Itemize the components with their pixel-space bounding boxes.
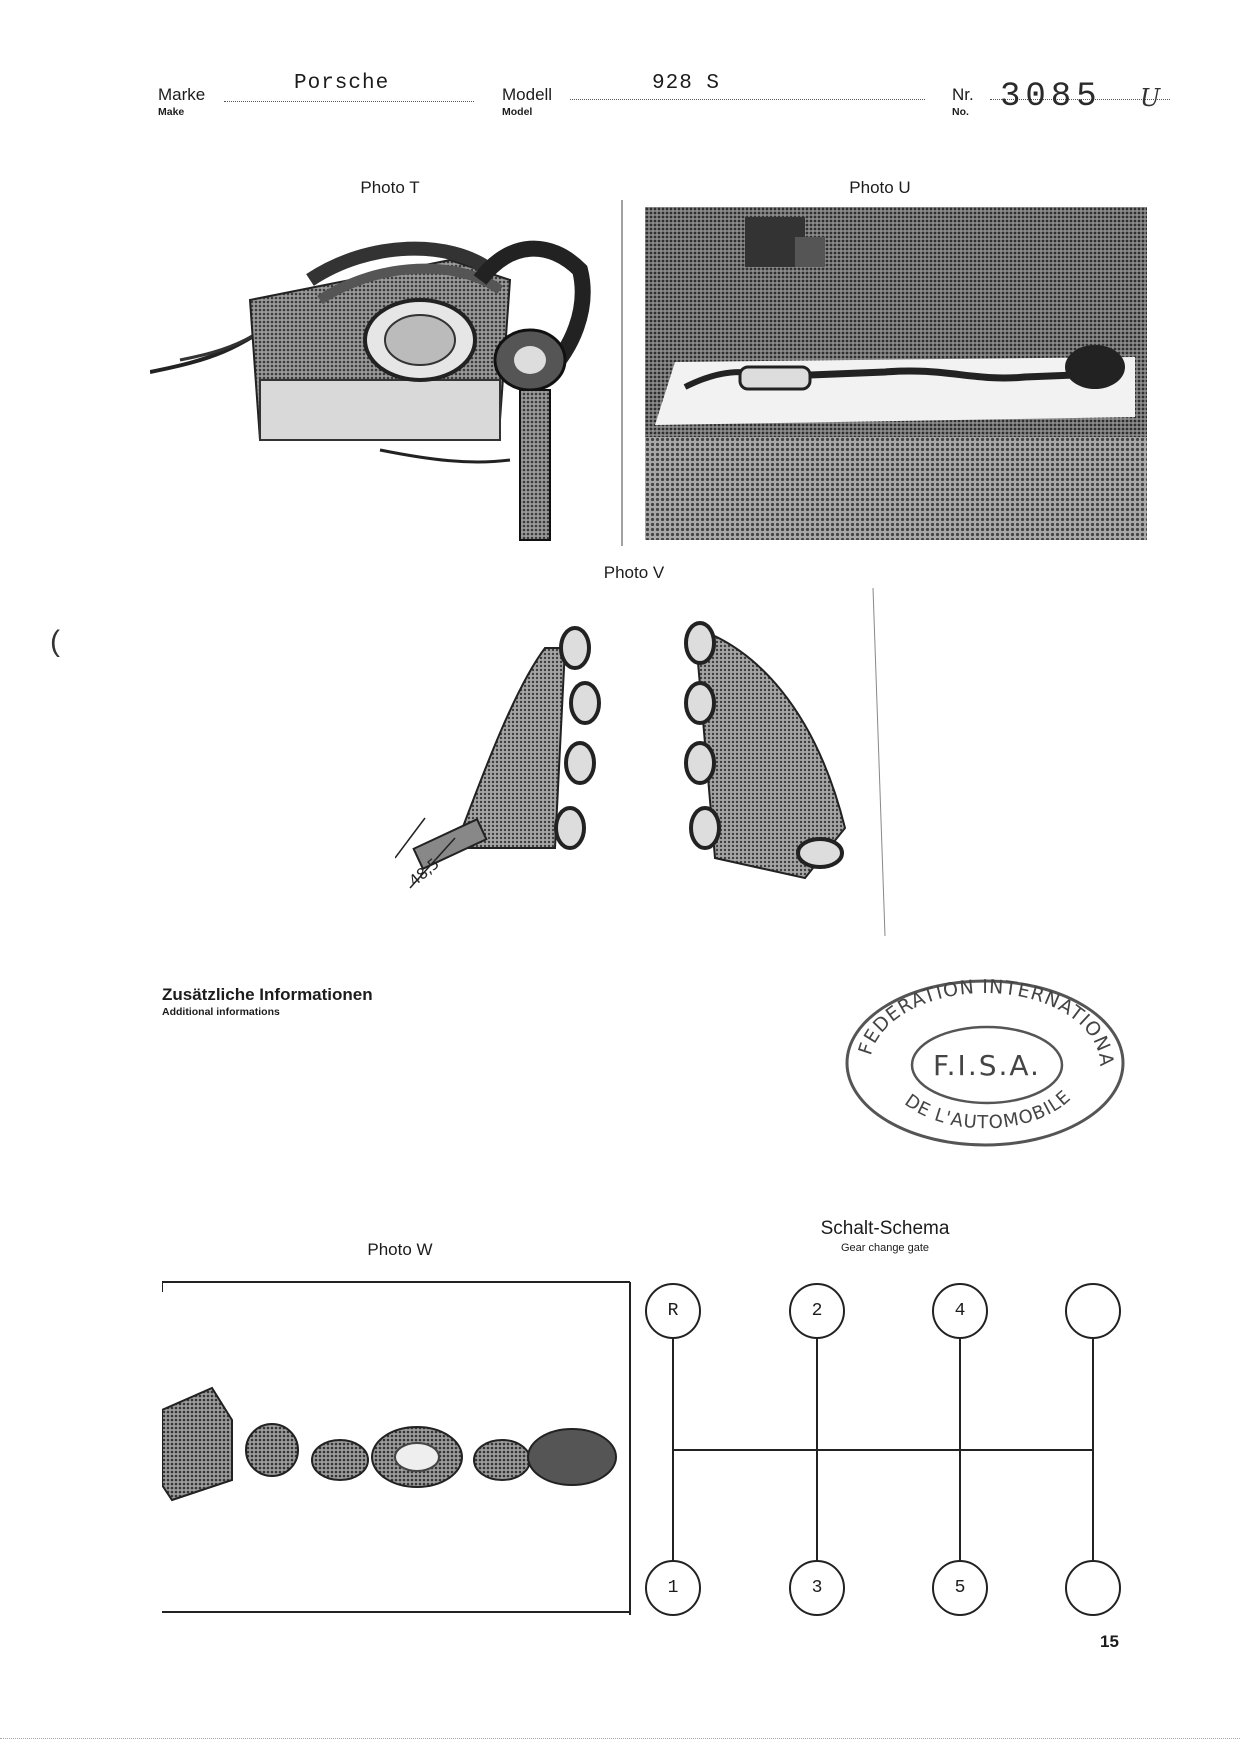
nr-label-en: No. — [952, 106, 969, 118]
gear-position-3: 3 — [789, 1560, 845, 1616]
scan-mark: ( — [50, 625, 60, 658]
gear-position-bottom-empty — [1065, 1560, 1121, 1616]
page-number: 15 — [1100, 1632, 1119, 1651]
additional-info-subtitle: Additional informations — [162, 1006, 280, 1018]
photo-t-caption: Photo T — [360, 178, 420, 197]
gear-position-reverse: R — [645, 1283, 701, 1339]
gear-position-2: 2 — [789, 1283, 845, 1339]
make-value: Porsche — [294, 72, 390, 95]
additional-info-title: Zusätzliche Informationen — [162, 985, 373, 1004]
gear-position-top-empty — [1065, 1283, 1121, 1339]
photo-v-exhaust-manifolds — [395, 588, 895, 936]
stamp-top-text: FEDERATION INTERNATIONA — [854, 975, 1118, 1069]
photo-v-caption: Photo V — [603, 563, 665, 582]
gear-position-5: 5 — [932, 1560, 988, 1616]
nr-label: Nr. — [952, 85, 974, 104]
nr-suffix: U — [1140, 84, 1161, 112]
make-label: Marke — [158, 85, 206, 104]
photo-w-clutch-components — [162, 1270, 632, 1618]
make-dotted-line — [224, 101, 474, 102]
stamp-bottom-text: DE L'AUTOMOBILE — [900, 1086, 1076, 1134]
photo-u-caption: Photo U — [849, 178, 911, 197]
stamp-center-text: F.I.S.A. — [933, 1049, 1041, 1082]
model-label: Modell — [502, 85, 553, 104]
gear-schema-title: Schalt-Schema — [820, 1218, 950, 1239]
photo-t-engine — [150, 200, 625, 546]
svg-text:DE L'AUTOMOBILE — [901, 1086, 1075, 1133]
model-dotted-line — [570, 99, 925, 100]
photo-u-exhaust-system — [645, 207, 1147, 540]
gear-change-gate — [640, 1280, 1130, 1620]
photo-w-caption: Photo W — [367, 1240, 433, 1259]
nr-value: 3085 — [1000, 78, 1102, 116]
gear-schema-subtitle: Gear change gate — [840, 1242, 930, 1254]
photo-v-dimension-label: 48,5 — [405, 854, 443, 890]
fisa-stamp — [840, 975, 1130, 1150]
make-label-en: Make — [158, 106, 185, 118]
gear-position-4: 4 — [932, 1283, 988, 1339]
scan-edge — [0, 1738, 1240, 1739]
model-label-en: Model — [502, 106, 533, 118]
model-value: 928 S — [652, 72, 721, 95]
gear-position-1: 1 — [645, 1560, 701, 1616]
